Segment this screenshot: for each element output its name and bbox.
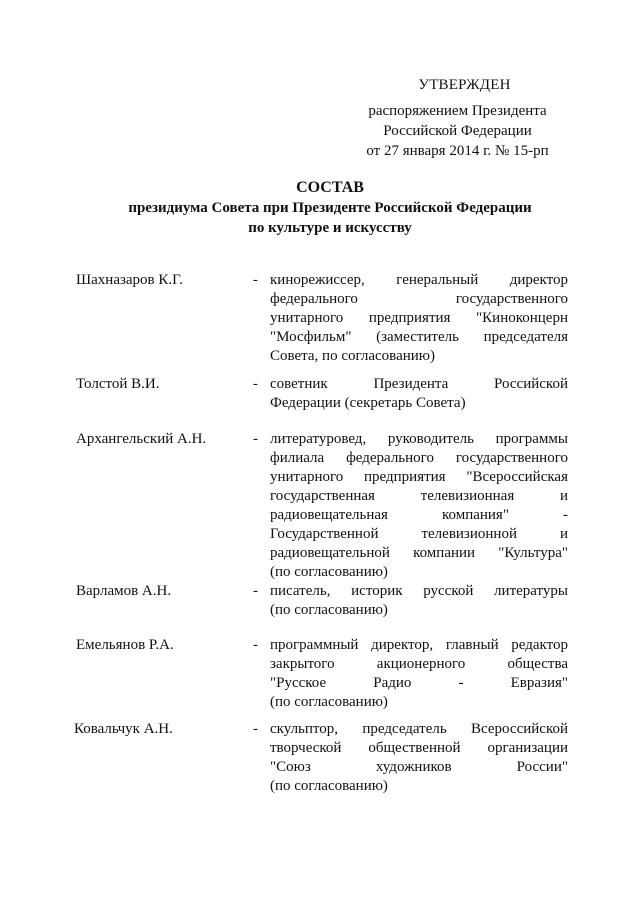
member-description-line: (по согласованию)	[270, 694, 388, 710]
member-description-line: творческой общественной организации	[270, 740, 568, 756]
title-heading: СОСТАВ	[296, 179, 364, 196]
member-description-line: закрытого акционерного общества	[270, 656, 568, 672]
member-name: Архангельский А.Н.	[76, 431, 207, 447]
title-subline: по культуре и искусству	[248, 220, 412, 236]
member-description-line: Федерации (секретарь Совета)	[270, 395, 466, 411]
member-name: Емельянов Р.А.	[76, 637, 174, 653]
member-description-line: (по согласованию)	[270, 602, 388, 618]
member-description	[270, 720, 568, 796]
approval-line: распоряжением Президента	[368, 103, 547, 119]
member-description-line: государственная телевизионная и	[270, 488, 568, 504]
member-dash: -	[253, 583, 258, 599]
member-description-line: радиовещательной компании "Культура"	[270, 545, 568, 561]
member-name: Варламов А.Н.	[76, 583, 172, 599]
member-description-line: скульптор, председатель Всероссийской	[270, 721, 568, 737]
member-description-line: (по согласованию)	[270, 778, 388, 794]
member-description-line: (по согласованию)	[270, 564, 388, 580]
member-description-line: унитарного предприятия "Киноконцерн	[270, 310, 568, 326]
member-dash: -	[253, 637, 258, 653]
member-description	[270, 430, 568, 582]
member-description	[270, 636, 568, 712]
member-description-line: Совета, по согласованию)	[270, 348, 435, 364]
member-description-line: унитарного предприятия "Всероссийская	[270, 469, 568, 485]
member-description-line: советник Президента Российской	[270, 376, 568, 392]
member-dash: -	[253, 272, 258, 288]
member-description-line: "Мосфильм" (заместитель председателя	[270, 329, 568, 345]
member-description-line: филиала федерального государственного	[270, 450, 568, 466]
approval-date-line: от 27 января 2014 г. № 15-рп	[366, 143, 549, 159]
member-description-line: федерального государственного	[270, 291, 568, 307]
member-dash: -	[253, 376, 258, 392]
member-name: Толстой В.И.	[76, 376, 160, 392]
member-description-line: писатель, историк русской литературы	[270, 583, 568, 599]
approval-stamp	[350, 75, 565, 161]
member-description-line: программный директор, главный редактор	[270, 637, 568, 653]
member-description-line: кинорежиссер, генеральный директор	[270, 272, 568, 288]
approval-heading: УТВЕРЖДЕН	[418, 77, 511, 93]
title-subline: президиума Совета при Президенте Российской Федерации	[128, 200, 532, 216]
member-description-line: радиовещательная компания" -	[270, 507, 568, 523]
member-description-line: Государственной телевизионной и	[270, 526, 568, 542]
member-description-line: "Союз художников России"	[270, 759, 568, 775]
member-description	[270, 582, 568, 620]
member-dash: -	[253, 431, 258, 447]
member-description	[270, 375, 568, 413]
member-name: Ковальчук А.Н.	[74, 721, 173, 737]
member-description-line: литературовед, руководитель программы	[270, 431, 568, 447]
member-description	[270, 271, 568, 366]
member-description-line: "Русское Радио - Евразия"	[270, 675, 568, 691]
approval-line: Российской Федерации	[383, 123, 532, 139]
document-title	[60, 178, 600, 238]
member-name: Шахназаров К.Г.	[76, 272, 183, 288]
member-dash: -	[253, 721, 258, 737]
